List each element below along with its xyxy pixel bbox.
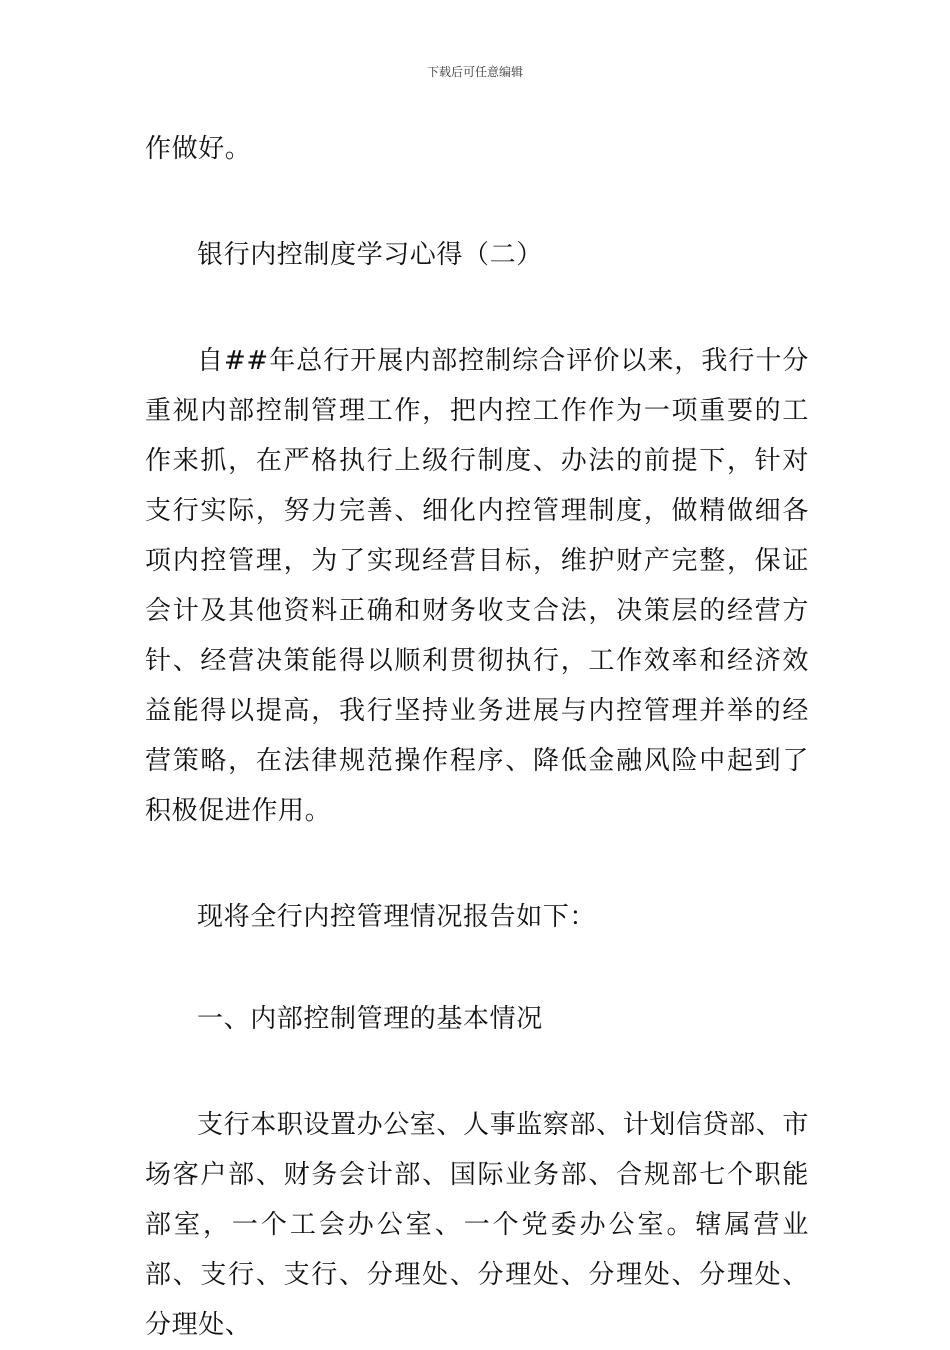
section-title: 银行内控制度学习心得（二） <box>197 240 543 270</box>
paragraph-structure: 支行本职设置办公室、人事监察部、计划信贷部、市场客户部、财务会计部、国际业务部、合规部七个职能部室，一个工会办公室、一个党委办公室。辖属营业部、支行、支行、分理处、分理处、分理处、分理处、分理处、 <box>145 1110 809 1340</box>
page-header: 下载后可任意编辑 <box>426 65 523 79</box>
section-heading-1: 一、内部控制管理的基本情况 <box>197 1004 543 1034</box>
paragraph-continuation: 作做好。 <box>145 134 252 164</box>
document-body <box>145 124 809 1350</box>
paragraph-intro: 自##年总行开展内部控制综合评价以来，我行十分重视内部控制管理工作，把内控工作作为一项重要的工作来抓，在严格执行上级行制度、办法的前提下，针对支行实际，努力完善、细化内控管理制度，做精做细各项内控管理，为了实现经营目标，维护财产完整，保证会计及其他资料正确和财务收支合法，决策层的经营方针、经营决策能得以顺利贯彻执行，工作效率和经济效益能得以提高，我行坚持业务进展与内控管理并举的经营策略，在法律规范操作程序、降低金融风险中起到了积极促进作用。 <box>145 346 809 826</box>
paragraph-report-lead: 现将全行内控管理情况报告如下： <box>197 902 597 932</box>
